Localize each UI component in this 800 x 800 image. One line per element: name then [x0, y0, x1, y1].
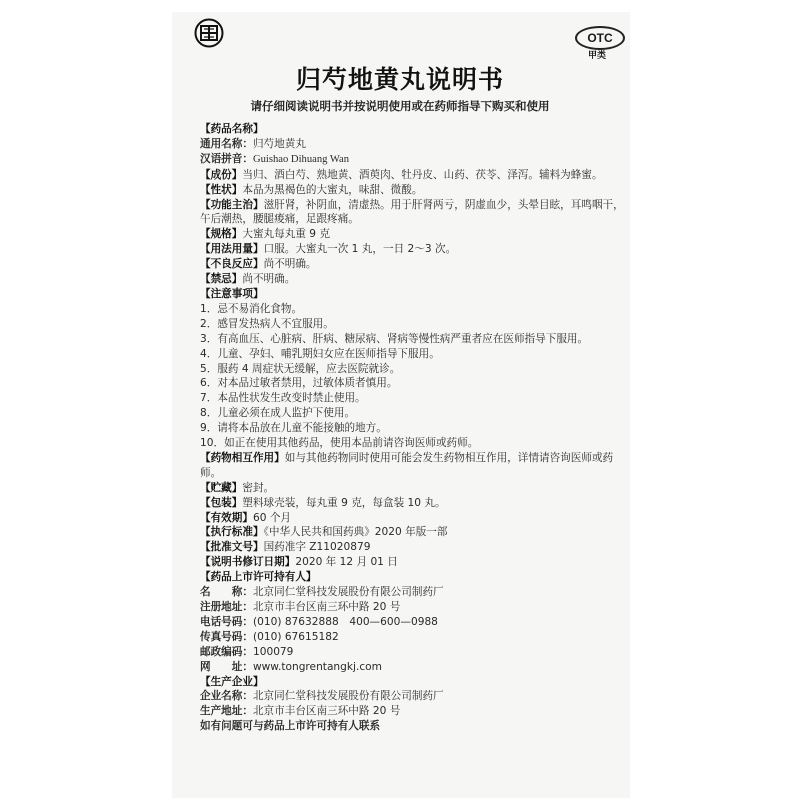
section-approval: 【批准文号】国药准字 Z11020879 — [200, 541, 371, 554]
list-item: 1．忌不易消化食物。 — [200, 302, 303, 315]
brand-logo-icon — [194, 18, 224, 48]
section-revision-date: 【说明书修订日期】2020 年 12 月 01 日 — [200, 556, 398, 569]
section-properties: 【性状】本品为黑褐色的大蜜丸，味甜、微酸。 — [200, 183, 423, 196]
section-manufacturer: 【生产企业】 — [200, 675, 264, 688]
footer-note: 如有问题可与药品上市许可持有人联系 — [200, 720, 381, 733]
list-item: 8．儿童必须在成人监护下使用。 — [200, 407, 356, 420]
section-drug-name: 【药品名称】 — [200, 123, 264, 135]
section-contraindications: 【禁忌】尚不明确。 — [200, 273, 296, 286]
list-item: 10．如正在使用其他药品，使用本品前请咨询医师或药师。 — [200, 437, 479, 450]
section-indications: 【功能主治】滋肝肾，补阴血，清虚热。用于肝肾两亏，阴虚血少，头晕目眩，耳鸣咽干，午后潮热，腰腿痠痛，足跟疼痛。 — [200, 198, 624, 226]
page-title: 归芍地黄丸说明书 — [295, 65, 504, 94]
list-item: 4．儿童、孕妇、哺乳期妇女应在医师指导下服用。 — [200, 347, 440, 360]
mah-website-row: 网 址：www.tongrentangkj.com — [200, 660, 382, 673]
section-ingredients: 【成份】当归、酒白芍、熟地黄、酒萸肉、牡丹皮、山药、茯苓、泽泻。辅料为蜂蜜。 — [200, 168, 603, 181]
page-subtitle: 请仔细阅读说明书并按说明使用或在药师指导下购买和使用 — [250, 99, 550, 113]
mfr-address-row: 生产地址：北京市丰台区南三环中路 20 号 — [200, 705, 401, 718]
section-mah: 【药品上市许可持有人】 — [200, 571, 317, 584]
mah-phone-row: 电话号码：(010) 87632888 400—600—0988 — [200, 615, 438, 628]
section-precautions: 【注意事项】 — [200, 287, 264, 300]
otc-category: 甲类 — [588, 51, 607, 61]
otc-badge: OTC — [575, 26, 625, 50]
generic-name-row: 通用名称：归芍地黄丸 — [200, 137, 306, 150]
section-standard: 【执行标准】《中华人民共和国药典》2020 年版一部 — [200, 526, 448, 539]
section-dosage: 【用法用量】口服。大蜜丸一次 1 丸，一日 2～3 次。 — [200, 243, 457, 256]
mah-name-row: 名 称：北京同仁堂科技发展股份有限公司制药厂 — [200, 586, 444, 599]
list-item: 7．本品性状发生改变时禁止使用。 — [200, 392, 366, 405]
section-package: 【包装】塑料球壳装，每丸重 9 克，每盒装 10 丸。 — [200, 496, 446, 509]
section-spec: 【规格】大蜜丸每丸重 9 克 — [200, 228, 331, 241]
list-item: 5．服药 4 周症状无缓解，应去医院就诊。 — [200, 362, 401, 375]
list-item: 3．有高血压、心脏病、肝病、糖尿病、肾病等慢性病严重者应在医师指导下服用。 — [200, 332, 589, 345]
section-interactions: 【药物相互作用】如与其他药物同时使用可能会发生药物相互作用，详情请咨询医师或药师。 — [200, 451, 614, 479]
section-validity: 【有效期】60 个月 — [200, 511, 292, 524]
mah-postcode-row: 邮政编码：100079 — [200, 645, 294, 658]
section-adverse: 【不良反应】尚不明确。 — [200, 258, 317, 271]
list-item: 9．请将本品放在儿童不能接触的地方。 — [200, 422, 387, 435]
mah-fax-row: 传真号码：(010) 67615182 — [200, 630, 339, 643]
leaflet-content — [200, 122, 630, 734]
list-item: 2．感冒发热病人不宜服用。 — [200, 317, 334, 330]
list-item: 6．对本品过敏者禁用，过敏体质者慎用。 — [200, 377, 398, 390]
pinyin-row: 汉语拼音：Guishao Dihuang Wan — [200, 152, 350, 165]
mah-address-row: 注册地址：北京市丰台区南三环中路 20 号 — [200, 601, 401, 613]
section-storage: 【贮藏】密封。 — [200, 481, 275, 494]
mfr-name-row: 企业名称：北京同仁堂科技发展股份有限公司制药厂 — [200, 690, 444, 703]
